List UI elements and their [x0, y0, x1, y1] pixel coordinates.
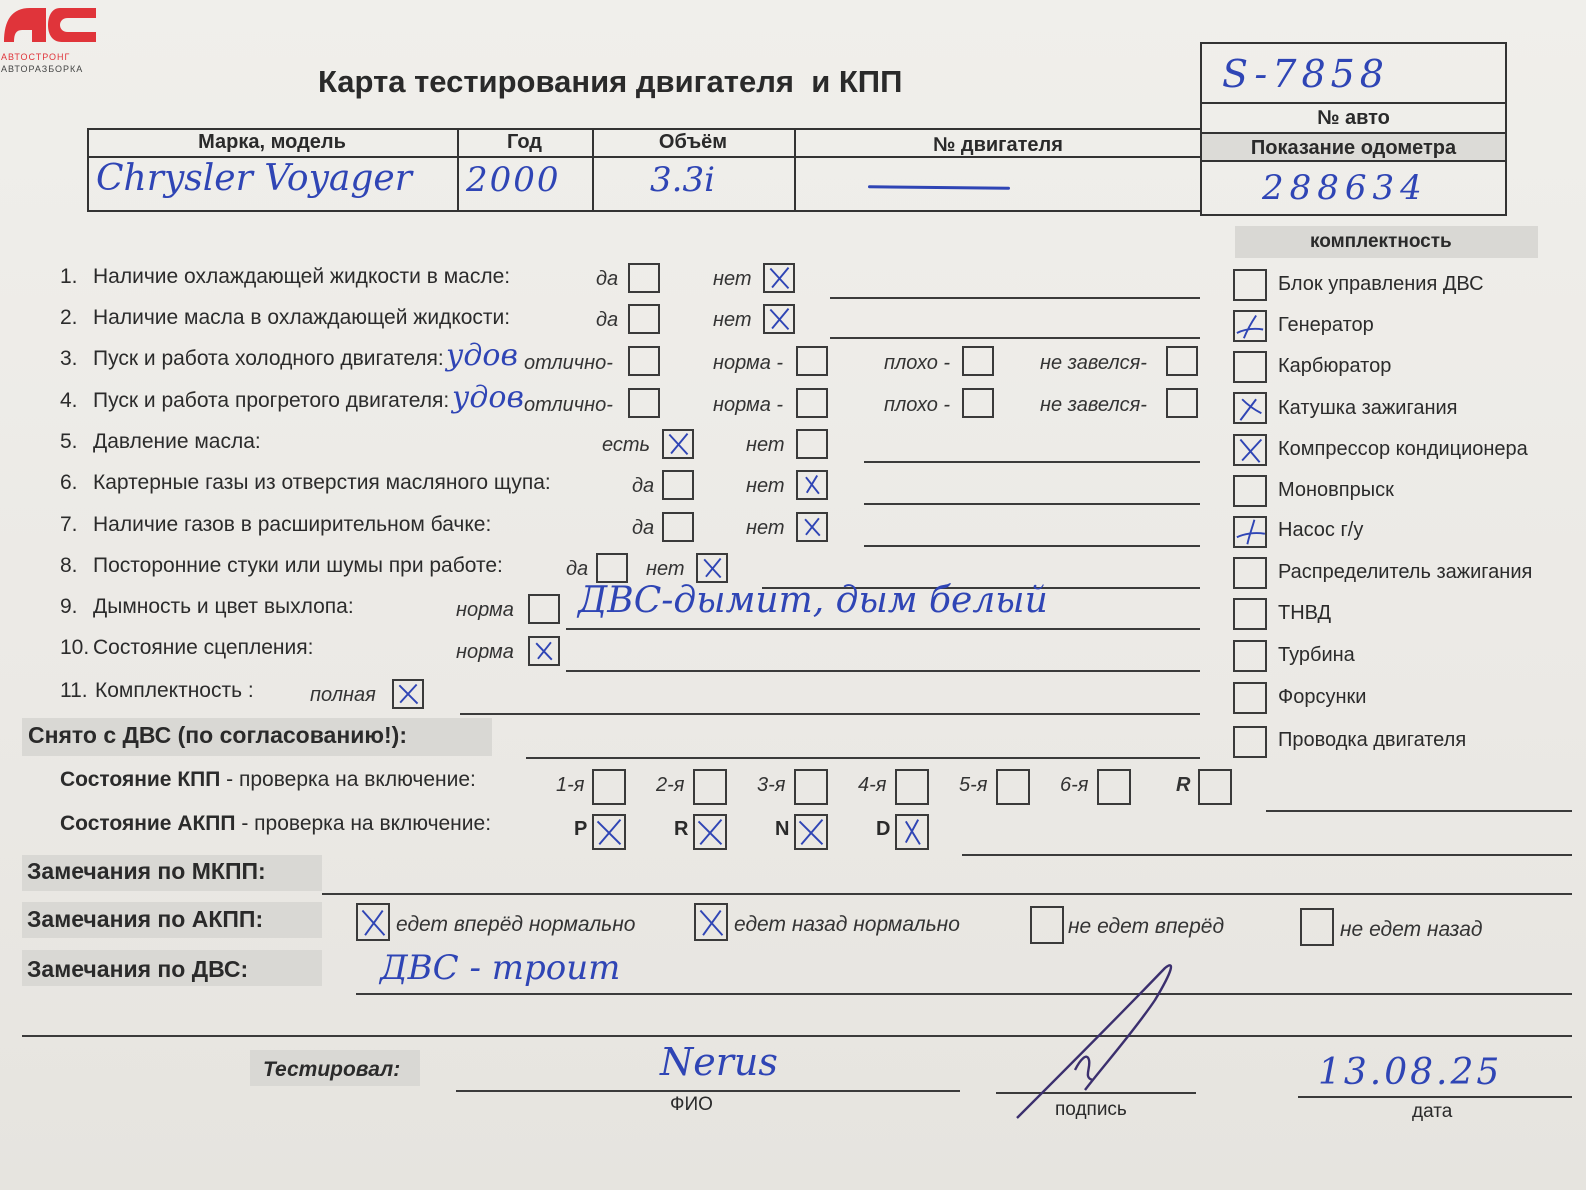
akpp-label-rest: - проверка на включение:: [235, 812, 492, 835]
kit-label-4: Катушка зажигания: [1278, 397, 1458, 419]
check-line-1: [830, 297, 1200, 299]
gear-box-1[interactable]: [592, 769, 626, 805]
kit-box-5[interactable]: [1233, 434, 1267, 466]
check-opt1-label-3: отлично-: [524, 352, 613, 374]
check-yes-label-9: норма: [456, 599, 514, 621]
col-volume-label: Объём: [658, 131, 728, 153]
akpp-mode-box-n[interactable]: [794, 814, 828, 850]
check-num-11: 11.: [60, 679, 88, 702]
check-yes-box-10[interactable]: [528, 636, 560, 666]
fio-handwritten: Nerus: [660, 1040, 778, 1084]
col-engine-label: № двигателя: [933, 134, 1063, 156]
car-number-handwritten: S-7858: [1222, 52, 1389, 96]
kit-box-6[interactable]: [1233, 475, 1267, 507]
check-num-3: 3.: [60, 347, 78, 370]
check-opt1-box-4[interactable]: [628, 388, 660, 418]
col-year-label: Год: [507, 131, 542, 153]
check-hw-3: удов: [446, 338, 518, 373]
kit-label-10: Турбина: [1278, 644, 1355, 666]
kit-label-9: ТНВД: [1278, 602, 1332, 624]
kit-label-11: Форсунки: [1278, 686, 1367, 708]
kit-box-7[interactable]: [1233, 516, 1267, 548]
check-yes-box-9[interactable]: [528, 594, 560, 624]
kit-label-8: Распределитель зажигания: [1278, 561, 1533, 583]
year-value: 2000: [466, 160, 561, 200]
akpp-no-back-label: не едет назад: [1340, 918, 1483, 941]
gear-label-r: R: [1176, 774, 1191, 796]
logo-line2: АВТОРАЗБОРКА: [1, 64, 84, 74]
check-yes-label-1: да: [596, 268, 619, 290]
removed-label: Снято с ДВС (по согласованию!):: [28, 722, 407, 748]
removed-line: [526, 757, 1200, 759]
check-text-1: Наличие охлаждающей жидкости в масле:: [93, 265, 511, 288]
check-hw-9: ДВС-дымит, дым белый: [578, 580, 1048, 621]
check-hw-4: удов: [452, 380, 524, 415]
check-num-5: 5.: [60, 430, 78, 453]
kit-label-6: Моновпрыск: [1278, 479, 1394, 501]
check-yes-box-11[interactable]: [392, 679, 424, 709]
check-yes-label-11: полная: [310, 684, 376, 706]
check-line-2: [830, 337, 1200, 339]
check-yes-label-2: да: [596, 309, 619, 331]
check-opt3-label-4: плохо -: [884, 394, 951, 416]
kit-label-1: Блок управления ДВС: [1278, 273, 1484, 295]
check-text-4: Пуск и работа прогретого двигателя:: [93, 389, 450, 412]
check-yes-label-10: норма: [456, 641, 514, 663]
check-num-9: 9.: [60, 595, 78, 618]
col-make-label: Марка, модель: [198, 131, 346, 153]
akpp-fwd-ok-box[interactable]: [356, 903, 390, 941]
akpp-line: [962, 854, 1572, 856]
check-opt1-box-3[interactable]: [628, 346, 660, 376]
check-opt1-label-4: отлично-: [524, 394, 613, 416]
check-text-5: Давление масла:: [93, 430, 261, 453]
check-yes-box-8[interactable]: [596, 553, 628, 583]
check-num-1: 1.: [60, 265, 78, 288]
check-opt2-label-4: норма -: [713, 394, 784, 416]
kit-label-7: Насос г/у: [1278, 519, 1364, 541]
remarks-dvs-line: [356, 993, 1572, 995]
check-no-label-8: нет: [646, 558, 685, 580]
odometer-value: 288634: [1262, 168, 1428, 208]
check-line-7: [864, 545, 1200, 547]
kit-box-9[interactable]: [1233, 598, 1267, 630]
kit-box-3[interactable]: [1233, 351, 1267, 383]
signature-icon: [1005, 960, 1185, 1120]
check-text-9: Дымность и цвет выхлопа:: [93, 595, 354, 618]
remarks-akpp-label: Замечания по АКПП:: [27, 906, 264, 932]
check-yes-label-8: да: [566, 558, 589, 580]
gear-label-4: 4-я: [858, 774, 887, 796]
check-text-6: Картерные газы из отверстия масляного щупа:: [93, 471, 551, 494]
kpp-label: [60, 768, 476, 792]
check-num-10: 10.: [60, 636, 90, 659]
gear-label-1: 1-я: [556, 774, 585, 796]
check-opt3-box-3[interactable]: [962, 346, 994, 376]
akpp-mode-label-p: P: [574, 818, 588, 840]
akpp-mode-box-r[interactable]: [693, 814, 727, 850]
check-opt4-label-4: не завелся-: [1040, 394, 1147, 416]
check-text-11: Комплектность :: [95, 679, 254, 702]
check-line-6: [864, 503, 1200, 505]
tested-label: Тестировал:: [263, 1058, 401, 1081]
check-line-9: [566, 628, 1200, 630]
check-num-2: 2.: [60, 306, 78, 329]
check-no-box-1[interactable]: [763, 263, 795, 293]
gear-box-r[interactable]: [1198, 769, 1232, 805]
kit-label-3: Карбюратор: [1278, 355, 1392, 377]
check-no-box-5[interactable]: [796, 429, 828, 459]
check-num-4: 4.: [60, 389, 78, 412]
check-num-7: 7.: [60, 513, 78, 536]
make-value: Chrysler Voyager: [96, 158, 412, 199]
check-line-11: [460, 713, 1200, 715]
check-no-label-7: нет: [746, 517, 785, 539]
akpp-mode-box-p[interactable]: [592, 814, 626, 850]
company-logo: [0, 0, 102, 78]
akpp-back-ok-label: едет назад нормально: [734, 913, 960, 936]
fio-line: [456, 1090, 960, 1092]
check-yes-box-7[interactable]: [662, 512, 694, 542]
akpp-label: [60, 812, 491, 836]
remarks-mkpp-line: [322, 893, 1572, 895]
date-line: [1298, 1096, 1572, 1098]
kit-label-2: Генератор: [1278, 314, 1374, 336]
date-handwritten: 13.08.25: [1318, 1052, 1503, 1093]
volume-value: 3.3i: [650, 160, 715, 200]
check-no-box-6[interactable]: [796, 470, 828, 500]
check-yes-box-2[interactable]: [628, 304, 660, 334]
check-text-2: Наличие масла в охлаждающей жидкости:: [93, 306, 511, 329]
check-line-10: [566, 670, 1200, 672]
gear-box-5[interactable]: [996, 769, 1030, 805]
akpp-mode-label-r: R: [674, 818, 689, 840]
kpp-line: [1266, 810, 1572, 812]
gear-box-2[interactable]: [693, 769, 727, 805]
check-text-7: Наличие газов в расширительном бачке:: [93, 513, 492, 536]
check-text-3: Пуск и работа холодного двигателя:: [93, 347, 444, 370]
page-title: Карта тестирования двигателя и КПП: [318, 64, 903, 99]
kit-title: комплектность: [1310, 231, 1452, 252]
gear-box-6[interactable]: [1097, 769, 1131, 805]
check-opt4-box-4[interactable]: [1166, 388, 1198, 418]
kit-box-12[interactable]: [1233, 726, 1267, 758]
check-num-6: 6.: [60, 471, 78, 494]
check-yes-box-6[interactable]: [662, 470, 694, 500]
signature-label: подпись: [1055, 1099, 1127, 1120]
akpp-mode-label-n: N: [775, 818, 790, 840]
kit-box-1[interactable]: [1233, 269, 1267, 301]
check-text-8: Посторонние стуки или шумы при работе:: [93, 554, 503, 577]
check-opt2-box-3[interactable]: [796, 346, 828, 376]
check-opt4-box-3[interactable]: [1166, 346, 1198, 376]
date-label: дата: [1412, 1101, 1453, 1122]
kit-box-10[interactable]: [1233, 640, 1267, 672]
kit-label-5: Компрессор кондиционера: [1278, 438, 1528, 460]
check-no-box-7[interactable]: [796, 512, 828, 542]
check-opt3-label-3: плохо -: [884, 352, 951, 374]
remarks-dvs-label: Замечания по ДВС:: [27, 956, 249, 982]
check-no-label-5: нет: [746, 434, 785, 456]
logo-mark-icon: [0, 0, 102, 50]
akpp-mode-label-d: D: [876, 818, 891, 840]
check-opt2-label-3: норма -: [713, 352, 784, 374]
akpp-fwd-ok-label: едет вперёд нормально: [396, 913, 636, 936]
check-opt3-box-4[interactable]: [962, 388, 994, 418]
gear-label-6: 6-я: [1060, 774, 1089, 796]
gear-box-4[interactable]: [895, 769, 929, 805]
kit-box-11[interactable]: [1233, 682, 1267, 714]
akpp-label-bold: Состояние АКПП: [60, 812, 236, 835]
check-no-label-2: нет: [713, 309, 752, 331]
check-no-box-8[interactable]: [696, 553, 728, 583]
kit-label-12: Проводка двигателя: [1278, 729, 1467, 751]
kit-box-2[interactable]: [1233, 310, 1267, 342]
check-text-10: Состояние сцепления:: [93, 636, 314, 659]
check-no-box-2[interactable]: [763, 304, 795, 334]
akpp-no-fwd-box[interactable]: [1030, 906, 1064, 944]
akpp-mode-box-d[interactable]: [895, 814, 929, 850]
akpp-no-fwd-label: не едет вперёд: [1068, 915, 1225, 938]
kpp-label-bold: Состояние КПП: [60, 768, 221, 791]
check-yes-box-1[interactable]: [628, 263, 660, 293]
remarks-mkpp-label: Замечания по МКПП:: [27, 858, 266, 884]
check-no-label-1: нет: [713, 268, 752, 290]
check-yes-box-5[interactable]: [662, 429, 694, 459]
check-yes-label-7: да: [632, 517, 655, 539]
odometer-label: Показание одометра: [1250, 137, 1457, 159]
check-opt4-label-3: не завелся-: [1040, 352, 1147, 374]
gear-label-5: 5-я: [959, 774, 988, 796]
gear-box-3[interactable]: [794, 769, 828, 805]
logo-line1: АВТОСТРОНГ: [1, 52, 71, 62]
gear-label-3: 3-я: [757, 774, 786, 796]
check-no-label-6: нет: [746, 475, 785, 497]
gear-label-2: 2-я: [656, 774, 685, 796]
akpp-back-ok-box[interactable]: [694, 903, 728, 941]
kit-box-8[interactable]: [1233, 557, 1267, 589]
fio-label: ФИО: [670, 1094, 713, 1115]
car-no-label: № авто: [1317, 107, 1390, 129]
remarks-dvs-line-2: [22, 1035, 1572, 1037]
kit-box-4[interactable]: [1233, 392, 1267, 424]
check-yes-label-5: есть: [602, 434, 651, 456]
akpp-no-back-box[interactable]: [1300, 908, 1334, 946]
remarks-dvs-handwritten: ДВС - троит: [380, 948, 621, 988]
kpp-label-rest: - проверка на включение:: [220, 768, 476, 791]
check-num-8: 8.: [60, 554, 78, 577]
check-yes-label-6: да: [632, 475, 655, 497]
check-opt2-box-4[interactable]: [796, 388, 828, 418]
check-line-5: [864, 461, 1200, 463]
